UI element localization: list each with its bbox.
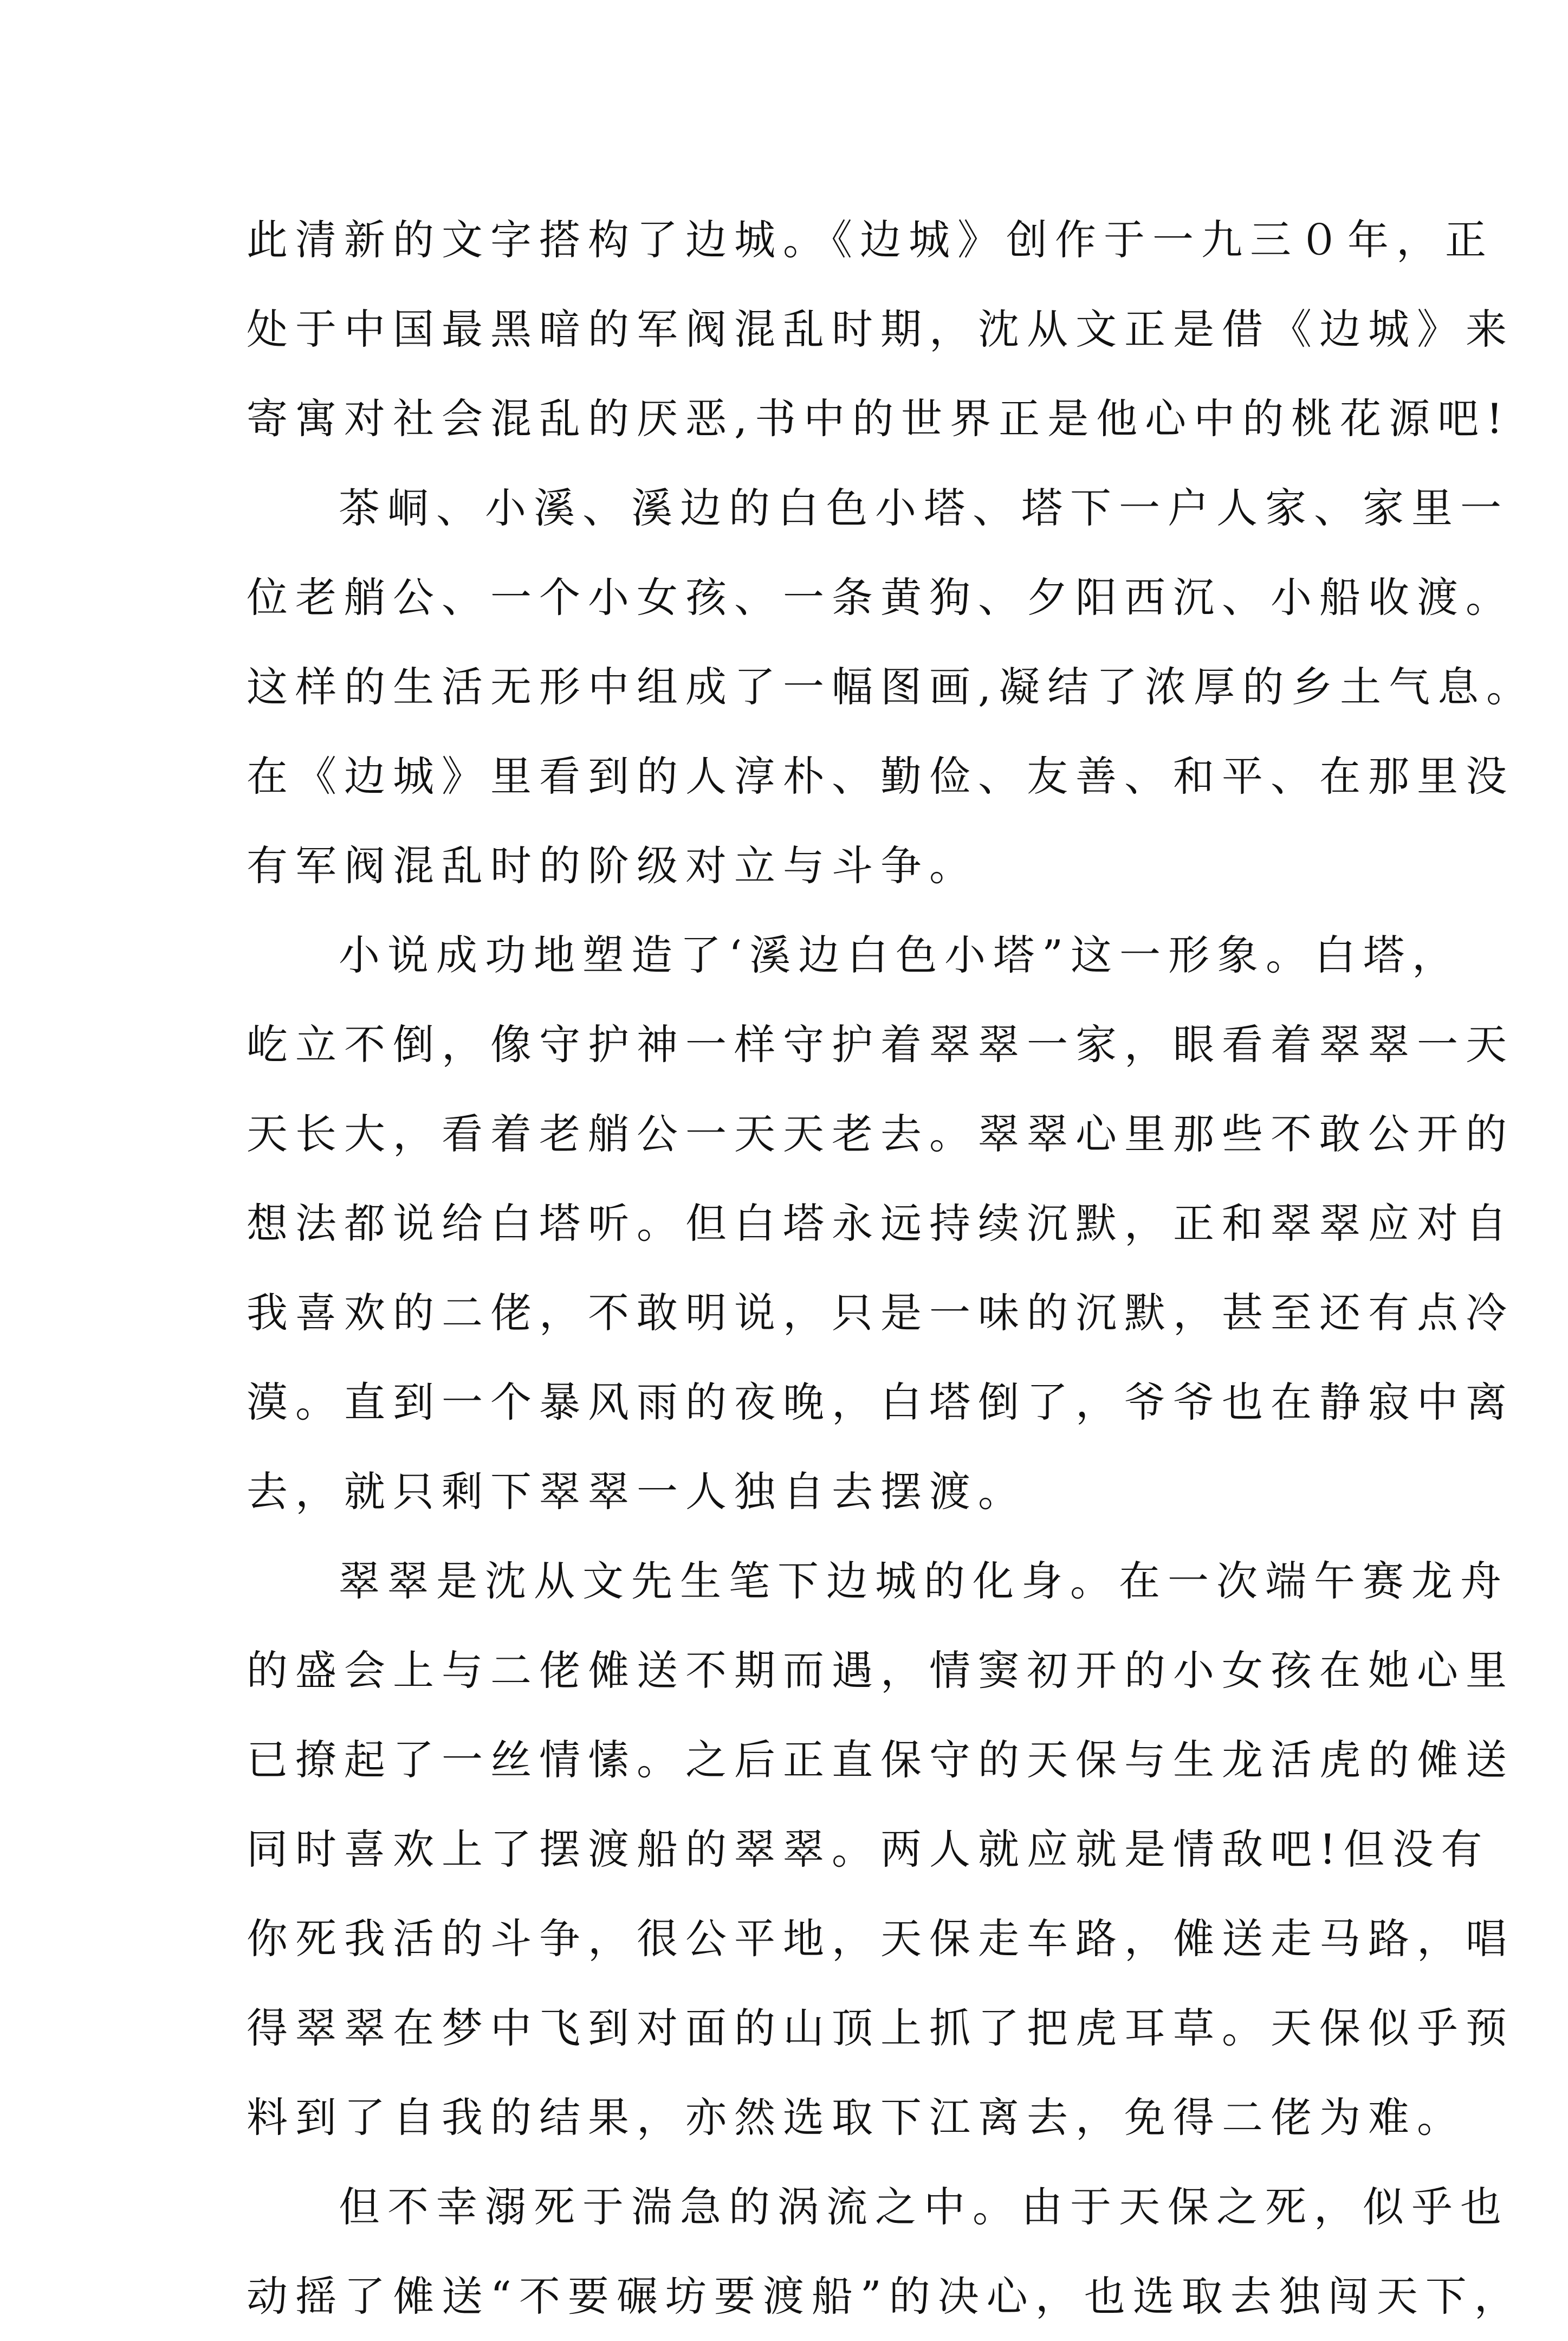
text-line: 的盛会上与二佬傩送不期而遇，情窦初开的小女孩在她心里	[247, 1646, 1514, 1695]
text-line: 动摇了傩送“不要碾坊要渡船”的决心，也选取去独闯天下，	[247, 2272, 1523, 2320]
text-line: 有军阀混乱时的阶级对立与斗争。	[247, 842, 978, 890]
text-line: 我喜欢的二佬，不敢明说，只是一味的沉默，甚至还有点冷	[247, 1289, 1514, 1337]
text-line: 寄寓对社会混乱的厌恶,书中的世界正是他心中的桃花源吧!	[247, 395, 1511, 443]
body-text	[247, 195, 1535, 2341]
text-line: 想法都说给白塔听。但白塔永远持续沉默，正和翠翠应对自	[247, 1199, 1514, 1247]
text-line: 这样的生活无形中组成了一幅图画,凝结了浓厚的乡土气息。	[247, 663, 1535, 711]
text-line: 已撩起了一丝情愫。之后正直保守的天保与生龙活虎的傩送	[247, 1736, 1514, 1784]
paragraph-first-line: 小说成功地塑造了‘溪边白色小塔”这一形象。白塔，	[339, 931, 1461, 979]
text-line: 去，就只剩下翠翠一人独自去摆渡。	[247, 1467, 1027, 1516]
text-line: 在《边城》里看到的人淳朴、勤俭、友善、和平、在那里没	[247, 752, 1514, 800]
text-line: 此清新的文字搭构了边城。《边城》创作于一九三０年，正	[247, 216, 1494, 264]
text-line: 处于中国最黑暗的军阀混乱时期，沈从文正是借《边城》来	[247, 305, 1514, 353]
text-line: 屹立不倒，像守护神一样守护着翠翠一家，眼看着翠翠一天	[247, 1020, 1514, 1069]
text-line: 同时喜欢上了摆渡船的翠翠。两人就应就是情敌吧!但没有	[247, 1825, 1490, 1873]
paragraph-first-line: 茶峒、小溪、溪边的白色小塔、塔下一户人家、家里一	[339, 484, 1509, 532]
text-line: 得翠翠在梦中飞到对面的山顶上抓了把虎耳草。天保似乎预	[247, 2004, 1514, 2052]
text-line: 料到了自我的结果，亦然选取下江离去，免得二佬为难。	[247, 2093, 1466, 2142]
paragraph-first-line: 但不幸溺死于湍急的涡流之中。由于天保之死，似乎也	[339, 2183, 1509, 2231]
text-line: 你死我活的斗争，很公平地，天保走车路，傩送走马路，唱	[247, 1915, 1514, 1963]
text-line: 位老艄公、一个小女孩、一条黄狗、夕阳西沉、小船收渡。	[247, 573, 1514, 622]
text-line: 天长大，看着老艄公一天天老去。翠翠心里那些不敢公开的	[247, 1110, 1514, 1158]
text-line: 漠。直到一个暴风雨的夜晚，白塔倒了，爷爷也在静寂中离	[247, 1378, 1514, 1426]
paragraph-first-line: 翠翠是沈从文先生笔下边城的化身。在一次端午赛龙舟	[339, 1557, 1509, 1605]
